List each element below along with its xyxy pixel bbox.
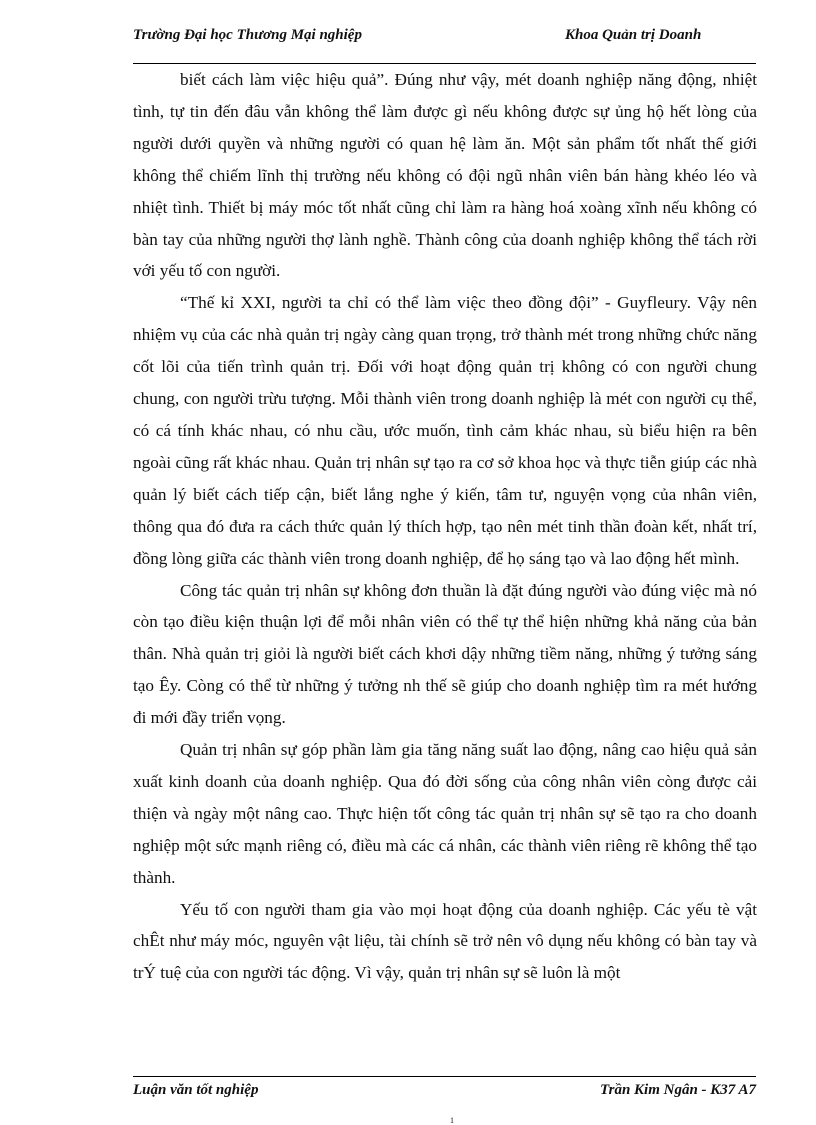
header-faculty: Khoa Quản trị Doanh — [565, 27, 702, 43]
paragraph-2: “Thế kỉ XXI, người ta chỉ có thể làm việc theo đồng đội” - Guyfleury. Vậy nên nhiệm vụ của các nhà quản trị ngày càng quan trọng, trở thành mét trong những chức năng cốt lõi của tiến trình quản trị. Đối với hoạt động quản trị không có con người chung chung, con người trừu tượng. Mỗi thành viên trong doanh nghiệp là mét con người cụ thể, có cá tính khác nhau, có nhu cầu, ước muốn, tình cảm khác nhau, sù biểu hiện ra bên ngoài cũng rất khác nhau. Quản trị nhân sự tạo ra cơ sở khoa học và thực tiễn giúp các nhà quản lý biết cách tiếp cận, biết lắng nghe ý kiến, tâm tư, nguyện vọng của nhân viên, thông qua đó đưa ra cách thức quản lý thích hợp, tạo nên mét tinh thần đoàn kết, nhất trí, đồng lòng giữa các thành viên trong doanh nghiệp, để họ sáng tạo và lao động hết mình. — [133, 293, 757, 568]
document-body — [133, 64, 757, 989]
paragraph-1: biết cách làm việc hiệu quả”. Đúng như vậy, mét doanh nghiệp năng động, nhiệt tình, tự tin đến đâu vẫn không thể làm được gì nếu không được sự ủng hộ hết lòng của người dưới quyền và những người có quan hệ làm ăn. Một sản phẩm tốt nhất thế giới không thể chiếm lĩnh thị trường nếu không có đội ngũ nhân viên bán hàng khéo léo và nhiệt tình. Thiết bị máy móc tốt nhất cũng chỉ làm ra hàng hoá xoàng xĩnh nếu không có bàn tay của những người thợ lành nghề. Thành công của doanh nghiệp không thể tách rời với yếu tố con người. — [133, 70, 757, 281]
paragraph-4: Quản trị nhân sự góp phần làm gia tăng năng suất lao động, nâng cao hiệu quả sản xuất kinh doanh của doanh nghiệp. Qua đó đời sống của công nhân viên còng được cải thiện và ngày một nâng cao. Thực hiện tốt công tác quản trị nhân sự sẽ tạo ra cho doanh nghiệp một sức mạnh riêng có, điều mà các cá nhân, các thành viên riêng rẽ không thể tạo thành. — [133, 740, 757, 887]
paragraph-3: Công tác quản trị nhân sự không đơn thuần là đặt đúng người vào đúng việc mà nó còn tạo điều kiện thuận lợi để mỗi nhân viên có thể tự thể hiện những khả năng của bản thân. Nhà quản trị giỏi là người biết cách khơi dậy những tiềm năng, những ý tưởng sáng tạo Êy. Còng có thể từ những ý tưởng nh thế sẽ giúp cho doanh nghiệp tìm ra mét hướng đi mới đầy triển vọng. — [133, 580, 757, 728]
paragraph-5: Yếu tố con người tham gia vào mọi hoạt động của doanh nghiệp. Các yếu tè vật chÊt như máy móc, nguyên vật liệu, tài chính sẽ trở nên vô dụng nếu không có bàn tay và trÝ tuệ của con người tác động. Vì vậy, quản trị nhân sự sẽ luôn là một — [133, 899, 757, 983]
footer-rule — [133, 1076, 756, 1077]
footer-title: Luận văn tốt nghiệp — [133, 1082, 259, 1098]
header-school: Trường Đại học Thương Mại nghiệp — [133, 27, 362, 43]
footer-author: Trần Kim Ngân - K37 A7 — [600, 1082, 756, 1098]
page-number: 1 — [450, 1116, 454, 1125]
page-header — [133, 27, 756, 67]
